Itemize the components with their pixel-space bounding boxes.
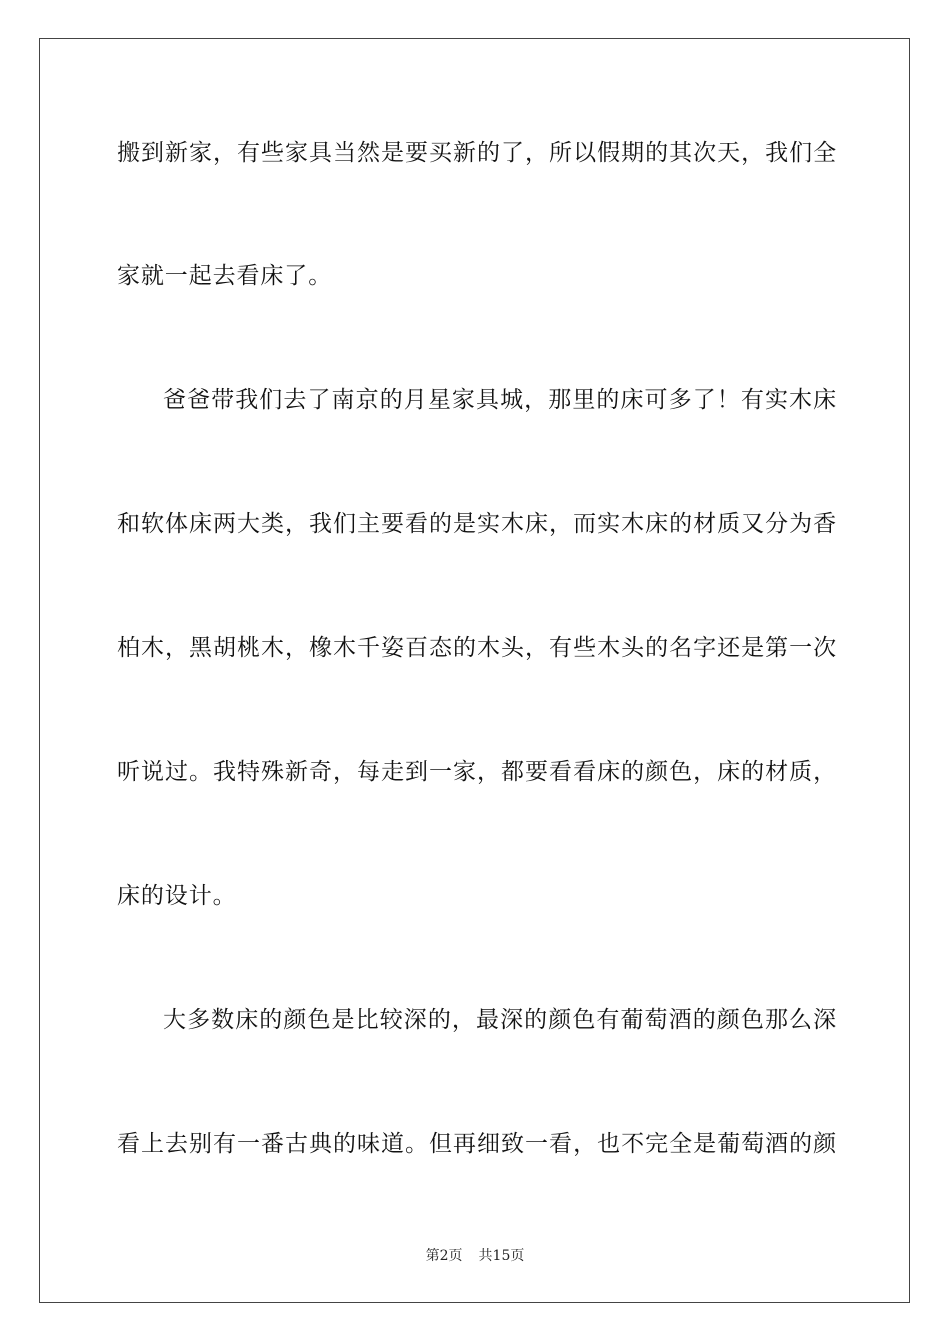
text-line: 爸爸带我们去了南京的月星家具城，那里的床可多了！有实木床 [163, 387, 837, 413]
page-footer [0, 1245, 950, 1265]
page-border [39, 38, 910, 1303]
text-line: 和软体床两大类，我们主要看的是实木床，而实木床的材质又分为香 [117, 511, 837, 537]
text-line: 听说过。我特殊新奇，每走到一家，都要看看床的颜色，床的材质， [117, 759, 837, 785]
text-line: 看上去别有一番古典的味道。但再细致一看，也不完全是葡萄酒的颜 [117, 1131, 837, 1157]
text-line: 柏木，黑胡桃木，橡木千姿百态的木头，有些木头的名字还是第一次 [117, 635, 837, 661]
text-line: 床的设计。 [117, 883, 237, 909]
text-line: 大多数床的颜色是比较深的，最深的颜色有葡萄酒的颜色那么深 [163, 1007, 837, 1033]
text-line: 搬到新家，有些家具当然是要买新的了，所以假期的其次天，我们全 [117, 140, 837, 166]
text-line: 家就一起去看床了。 [117, 263, 333, 289]
page-total: 共15页 [478, 1248, 525, 1264]
page-number: 第2页 [425, 1248, 463, 1264]
